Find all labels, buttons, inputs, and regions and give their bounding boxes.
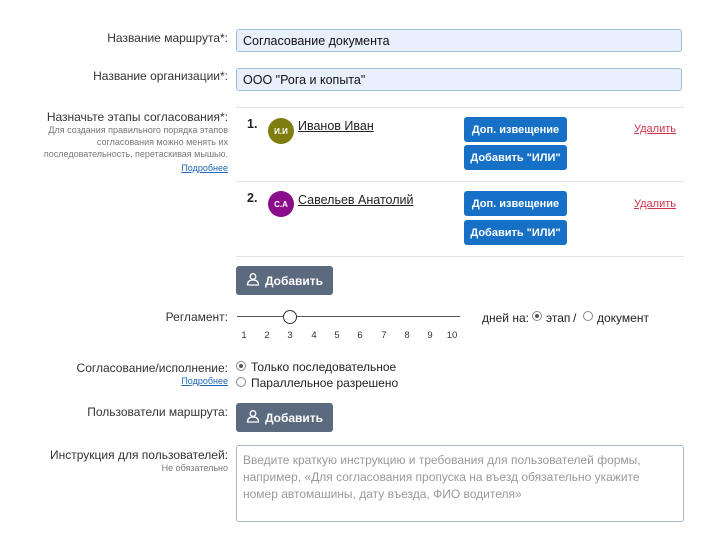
slider-tick: 2 <box>264 330 270 341</box>
add-stage-label: Добавить <box>264 273 324 288</box>
stages-hint: Для создания правильного порядка этапов согласования можно менять их последовательность, перетаскивая мышью. <box>43 125 228 159</box>
stage-row <box>236 108 684 182</box>
radio-sequential[interactable] <box>236 361 246 371</box>
slider-tick: 7 <box>381 330 387 341</box>
user-add-icon <box>246 272 260 289</box>
delete-stage-link[interactable]: Удалить <box>634 198 676 210</box>
stage-divider <box>236 256 684 257</box>
slider-tick: 6 <box>357 330 363 341</box>
stages-more-link[interactable]: Подробнее <box>181 163 228 173</box>
instructions-optional: Не обязательно <box>161 463 228 473</box>
radio-stage-label: этап <box>546 311 571 325</box>
stage-user-name[interactable]: Иванов Иван <box>298 119 374 133</box>
add-user-label: Добавить <box>264 410 324 425</box>
instructions-textarea[interactable] <box>236 445 684 522</box>
radio-sequential-label: Только последовательное <box>251 360 397 374</box>
slider-tick: 10 <box>446 330 458 341</box>
user-add-icon <box>246 409 260 426</box>
avatar: И.И <box>268 118 294 144</box>
regulation-label: Регламент: <box>165 310 228 324</box>
slider-tick: 5 <box>334 330 340 341</box>
slider-tick: 3 <box>287 330 293 341</box>
slider-tick: 9 <box>427 330 433 341</box>
route-name-label: Название маршрута*: <box>107 31 228 45</box>
route-name-input[interactable] <box>236 29 682 52</box>
approval-label: Согласование/исполнение: <box>76 361 228 375</box>
radio-stage[interactable] <box>532 311 542 321</box>
extra-notify-button[interactable]: Доп. извещение <box>464 191 567 216</box>
slider-tick: 8 <box>404 330 410 341</box>
radio-parallel-label: Параллельное разрешено <box>251 376 399 390</box>
stages-label: Назначьте этапы согласования*: <box>46 110 228 124</box>
stage-number: 2. <box>247 191 258 205</box>
slider-tick: 1 <box>241 330 247 341</box>
org-name-input[interactable] <box>236 68 682 91</box>
avatar: С.А <box>268 191 294 217</box>
add-stage-button[interactable] <box>236 266 333 295</box>
stage-user-name[interactable]: Савельев Анатолий <box>298 193 414 207</box>
approval-more-link[interactable]: Подробнее <box>181 376 228 386</box>
extra-notify-button[interactable]: Доп. извещение <box>464 117 567 142</box>
radio-parallel[interactable] <box>236 377 246 387</box>
slider-tick: 4 <box>311 330 317 341</box>
add-user-button[interactable] <box>236 403 333 432</box>
stage-number: 1. <box>247 117 258 131</box>
delete-stage-link[interactable]: Удалить <box>634 123 676 135</box>
instructions-label: Инструкция для пользователей: <box>50 448 228 462</box>
regulation-slider[interactable] <box>237 304 460 328</box>
stage-row <box>236 182 684 257</box>
add-or-button[interactable]: Добавить "ИЛИ" <box>464 145 567 170</box>
org-name-label: Название организации*: <box>93 69 228 83</box>
radio-separator: / <box>573 311 577 325</box>
radio-document-label: документ <box>597 311 649 325</box>
slider-handle[interactable] <box>283 310 297 324</box>
route-users-label: Пользователи маршрута: <box>87 405 228 419</box>
days-label: дней на: <box>482 311 529 325</box>
radio-document[interactable] <box>583 311 593 321</box>
add-or-button[interactable]: Добавить "ИЛИ" <box>464 220 567 245</box>
slider-track <box>237 316 460 317</box>
